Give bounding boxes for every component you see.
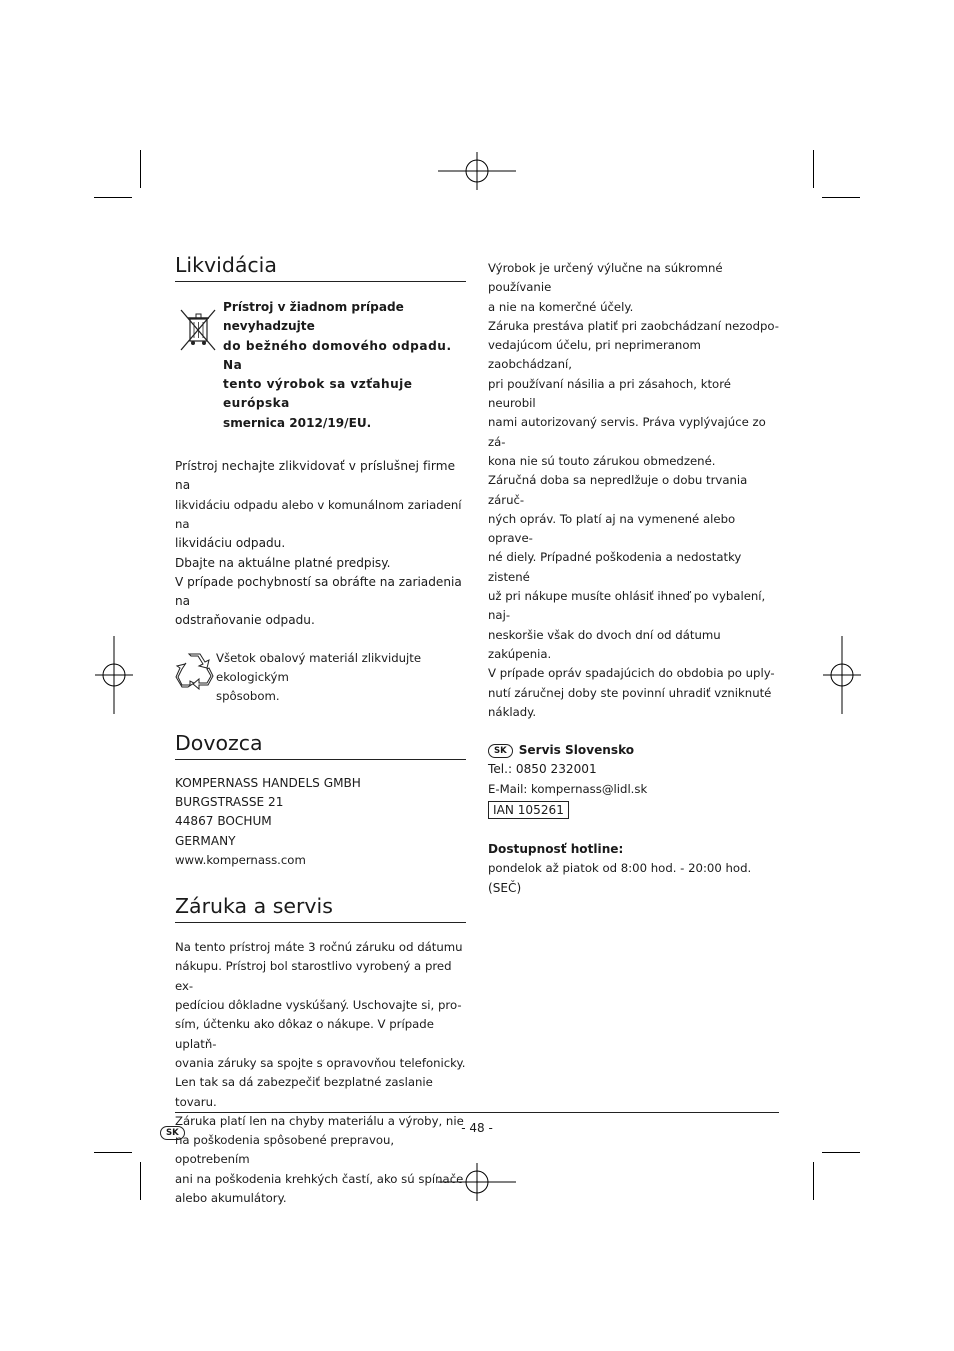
warranty-line: Záruka prestáva platiť pri zaobchádzaní nezodpo- — [488, 318, 780, 333]
packaging-line: Všetok obalový materiál zlikvidujte ekologickým — [216, 650, 422, 685]
crop-mark — [813, 1162, 814, 1200]
disposal-warning — [175, 298, 466, 433]
warning-line: Prístroj v žiadnom prípade nevyhadzujte — [223, 300, 404, 334]
registration-mark-icon — [803, 636, 881, 714]
registration-mark-icon — [438, 132, 516, 210]
warranty-line: ani na poškodenia krehkých častí, ako sú spínače — [175, 1171, 464, 1186]
warranty-line: náklady. — [488, 704, 537, 719]
warranty-line: už pri nákupe musíte ohlásiť ihneď po vybalení, naj- — [488, 589, 766, 623]
warranty-heading: Záruka a servis — [175, 893, 466, 923]
warranty-line: né diely. Prípadné poškodenia a nedostatky zistené — [488, 550, 742, 584]
service-block — [488, 741, 782, 819]
disposal-body — [175, 457, 466, 631]
warning-line: tento výrobok sa vzťahuje európska — [223, 377, 413, 411]
warranty-line: Na tento prístroj máte 3 ročnú záruku od dátumu — [175, 940, 463, 955]
crop-mark — [94, 1152, 132, 1153]
warning-line: smernica 2012/19/EU. — [223, 415, 372, 430]
address-line: 44867 BOCHUM — [175, 814, 272, 829]
address-line: GERMANY — [175, 833, 236, 848]
warranty-line: pedíciou dôkladne vyskúšaný. Uschovajte si, pro- — [175, 998, 462, 1013]
packaging-note — [175, 649, 466, 707]
body-line: odstraňovanie odpadu. — [175, 613, 315, 628]
address-line: BURGSTRASSE 21 — [175, 794, 284, 809]
warranty-line: nákupu. Prístroj bol starostlivo vyrobený a pred ex- — [175, 959, 452, 993]
warranty-line: Výrobok je určený výlučne na súkromné používanie — [488, 261, 723, 295]
body-line: V prípade pochybností sa obráfte na zariadenia na — [175, 574, 462, 609]
crop-mark — [140, 1162, 141, 1200]
warranty-body-right — [488, 259, 782, 722]
ian-code: IAN 105261 — [488, 801, 569, 819]
warranty-body-left — [175, 938, 466, 1208]
service-email: E-Mail: kompernass@lidl.sk — [488, 781, 648, 796]
service-title-row — [488, 741, 782, 760]
warranty-line: vedajúcom účelu, pri neprimeranom zaobchádzaní, — [488, 338, 701, 372]
country-badge: SK — [488, 744, 513, 758]
address-line: KOMPERNASS HANDELS GMBH — [175, 775, 361, 790]
body-line: likvidáciu odpadu. — [175, 536, 286, 551]
page-number: - 48 - — [461, 1121, 493, 1135]
crop-mark — [822, 1152, 860, 1153]
recycle-icon — [175, 652, 215, 690]
service-tel: Tel.: 0850 232001 — [488, 762, 597, 777]
crop-mark — [94, 197, 132, 198]
warranty-line: sím, účtenku ako dôkaz o nákupe. V prípade uplatň- — [175, 1017, 434, 1051]
crossed-out-bin-icon — [175, 306, 223, 354]
warranty-line: a nie na komerčné účely. — [488, 299, 634, 314]
body-line: likvidáciu odpadu alebo v komunálnom zariadení na — [175, 497, 462, 531]
warranty-line: neskoršie však do dvoch dní od dátumu zakúpenia. — [488, 627, 721, 661]
country-badge: SK — [160, 1126, 185, 1140]
warranty-line: ných opráv. To platí aj na vymenené alebo oprave- — [488, 511, 736, 546]
warranty-line: alebo akumulátory. — [175, 1190, 287, 1205]
warning-line: do bežného domového odpadu. Na — [223, 338, 452, 372]
warranty-line: Záruka platí len na chyby materiálu a výroby, nie — [175, 1113, 464, 1128]
warranty-line: V prípade opráv spadajúcich do obdobia po uply- — [488, 666, 775, 681]
warranty-line: Záručná doba sa nepredlžuje o dobu trvania záruč- — [488, 473, 748, 507]
importer-heading: Dovozca — [175, 730, 466, 760]
packaging-line: spôsobom. — [216, 689, 280, 704]
warranty-line: pri používaní násilia a pri zásahoch, ktoré neurobil — [488, 376, 731, 411]
warranty-line: na poškodenia spôsobené prepravou, opotrebením — [175, 1133, 395, 1167]
warranty-line: ovania záruky sa spojte s opravovňou telefonicky. — [175, 1055, 466, 1070]
crop-mark — [822, 197, 860, 198]
body-line: Dbajte na aktuálne platné predpisy. — [175, 555, 391, 570]
left-column — [175, 252, 466, 1208]
registration-mark-icon — [75, 636, 153, 714]
warranty-line: Len tak sa dá zabezpečiť bezplatné zaslanie tovaru. — [175, 1075, 433, 1109]
crop-mark — [140, 150, 141, 188]
warranty-line: kona nie sú touto zárukou obmedzené. — [488, 453, 716, 468]
crop-mark — [813, 150, 814, 188]
hotline-block — [488, 840, 782, 898]
importer-address — [175, 774, 466, 870]
hotline-title: Dostupnosť hotline: — [488, 842, 624, 857]
disposal-heading: Likvidácia — [175, 252, 466, 282]
right-column — [488, 259, 782, 898]
hotline-hours: pondelok až piatok od 8:00 hod. - 20:00 hod. — [488, 861, 752, 876]
warranty-line: nami autorizovaný servis. Práva vyplývajúce zo zá- — [488, 415, 766, 449]
website-line: www.kompernass.com — [175, 852, 306, 867]
service-title: Servis Slovensko — [518, 743, 635, 758]
footer-divider — [175, 1112, 779, 1113]
warranty-line: nutí záručnej doby ste povinní uhradiť vzniknuté — [488, 685, 772, 700]
hotline-zone: (SEČ) — [488, 880, 522, 895]
body-line: Prístroj nechajte zlikvidovať v príslušnej firme na — [175, 459, 456, 493]
